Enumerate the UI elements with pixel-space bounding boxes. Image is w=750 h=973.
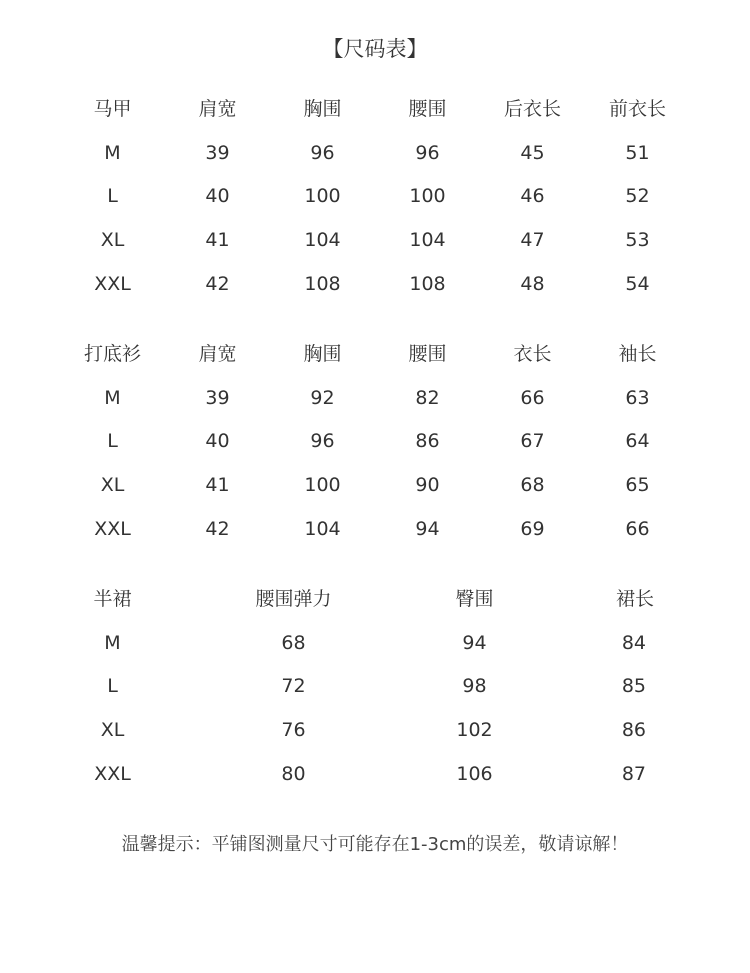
table-row bbox=[60, 464, 690, 508]
table-cell: 94 bbox=[415, 517, 440, 540]
table-row bbox=[60, 377, 690, 421]
table-cell: 63 bbox=[625, 386, 650, 409]
table-row bbox=[60, 132, 690, 176]
table-cell: 41 bbox=[205, 229, 230, 252]
table-cell: 68 bbox=[281, 631, 306, 654]
measurement-note: 温馨提示：平铺图测量尺寸可能存在1-3cm的误差，敬请谅解！ bbox=[121, 834, 629, 855]
table-cell: 39 bbox=[205, 141, 230, 164]
table-cell: 108 bbox=[304, 272, 341, 295]
shirt-size-table bbox=[60, 333, 690, 552]
table-cell: 45 bbox=[520, 141, 545, 164]
table-cell: 52 bbox=[625, 185, 650, 208]
table-cell: 67 bbox=[520, 430, 545, 453]
table-row bbox=[60, 709, 690, 753]
table-cell: 106 bbox=[456, 762, 493, 785]
table-cell: 100 bbox=[304, 474, 341, 497]
size-label: L bbox=[107, 430, 118, 453]
skirt-size-table bbox=[60, 578, 690, 797]
table-cell: 100 bbox=[304, 185, 341, 208]
header-cell: 腰围 bbox=[408, 343, 447, 365]
table-row bbox=[60, 219, 690, 263]
table-cell: 104 bbox=[304, 517, 341, 540]
table-cell: 108 bbox=[409, 272, 446, 295]
table-cell: 69 bbox=[520, 517, 545, 540]
table-cell: 84 bbox=[621, 631, 646, 654]
header-cell: 胸围 bbox=[303, 98, 342, 120]
table-cell: 86 bbox=[415, 430, 440, 453]
size-label: XL bbox=[100, 229, 125, 252]
table-cell: 94 bbox=[462, 631, 487, 654]
table-cell: 46 bbox=[520, 185, 545, 208]
table-cell: 64 bbox=[625, 430, 650, 453]
size-label: XL bbox=[100, 719, 125, 742]
table-cell: 87 bbox=[621, 762, 646, 785]
table-cell: 102 bbox=[456, 719, 493, 742]
header-cell: 袖长 bbox=[618, 343, 657, 365]
header-cell: 后衣长 bbox=[503, 98, 561, 120]
table-cell: 98 bbox=[462, 675, 487, 698]
table-cell: 82 bbox=[415, 386, 440, 409]
table-cell: 104 bbox=[304, 229, 341, 252]
header-cell: 臀围 bbox=[455, 588, 494, 610]
table-cell: 66 bbox=[625, 517, 650, 540]
table-cell: 66 bbox=[520, 386, 545, 409]
table-cell: 68 bbox=[520, 474, 545, 497]
table-cell: 86 bbox=[621, 719, 646, 742]
header-cell: 腰围弹力 bbox=[255, 588, 332, 610]
table-cell: 53 bbox=[625, 229, 650, 252]
table-cell: 85 bbox=[621, 675, 646, 698]
table-cell: 92 bbox=[310, 386, 335, 409]
header-cell: 腰围 bbox=[408, 98, 447, 120]
header-cell: 马甲 bbox=[93, 98, 132, 120]
table-cell: 65 bbox=[625, 474, 650, 497]
table-cell: 41 bbox=[205, 474, 230, 497]
header-cell: 肩宽 bbox=[198, 98, 237, 120]
page-title: 【尺码表】 bbox=[322, 37, 428, 61]
size-label: XXL bbox=[94, 762, 131, 785]
table-cell: 90 bbox=[415, 474, 440, 497]
vest-size-table bbox=[60, 88, 690, 307]
table-row bbox=[60, 753, 690, 797]
table-cell: 48 bbox=[520, 272, 545, 295]
table-cell: 42 bbox=[205, 272, 230, 295]
table-row bbox=[60, 508, 690, 552]
size-label: M bbox=[104, 141, 121, 164]
header-cell: 肩宽 bbox=[198, 343, 237, 365]
size-label: L bbox=[107, 185, 118, 208]
table-cell: 96 bbox=[310, 430, 335, 453]
table-cell: 96 bbox=[310, 141, 335, 164]
header-cell: 胸围 bbox=[303, 343, 342, 365]
table-row bbox=[60, 622, 690, 666]
table-cell: 40 bbox=[205, 430, 230, 453]
table-cell: 96 bbox=[415, 141, 440, 164]
table-row bbox=[60, 263, 690, 307]
table-header-row bbox=[60, 333, 690, 377]
header-cell: 半裙 bbox=[93, 588, 132, 610]
header-cell: 衣长 bbox=[513, 343, 552, 365]
table-header-row bbox=[60, 578, 690, 622]
header-cell: 打底衫 bbox=[83, 343, 141, 365]
table-cell: 72 bbox=[281, 675, 306, 698]
table-cell: 54 bbox=[625, 272, 650, 295]
table-cell: 80 bbox=[281, 762, 306, 785]
table-cell: 42 bbox=[205, 517, 230, 540]
header-cell: 前衣长 bbox=[608, 98, 666, 120]
size-label: XXL bbox=[94, 517, 131, 540]
size-label: XXL bbox=[94, 272, 131, 295]
table-row bbox=[60, 175, 690, 219]
table-cell: 100 bbox=[409, 185, 446, 208]
header-cell: 裙长 bbox=[615, 588, 654, 610]
table-cell: 40 bbox=[205, 185, 230, 208]
size-label: XL bbox=[100, 474, 125, 497]
table-cell: 39 bbox=[205, 386, 230, 409]
table-cell: 76 bbox=[281, 719, 306, 742]
table-cell: 104 bbox=[409, 229, 446, 252]
size-label: M bbox=[104, 386, 121, 409]
table-cell: 51 bbox=[625, 141, 650, 164]
table-row bbox=[60, 665, 690, 709]
table-row bbox=[60, 420, 690, 464]
table-header-row bbox=[60, 88, 690, 132]
size-label: L bbox=[107, 675, 118, 698]
table-cell: 47 bbox=[520, 229, 545, 252]
size-label: M bbox=[104, 631, 121, 654]
